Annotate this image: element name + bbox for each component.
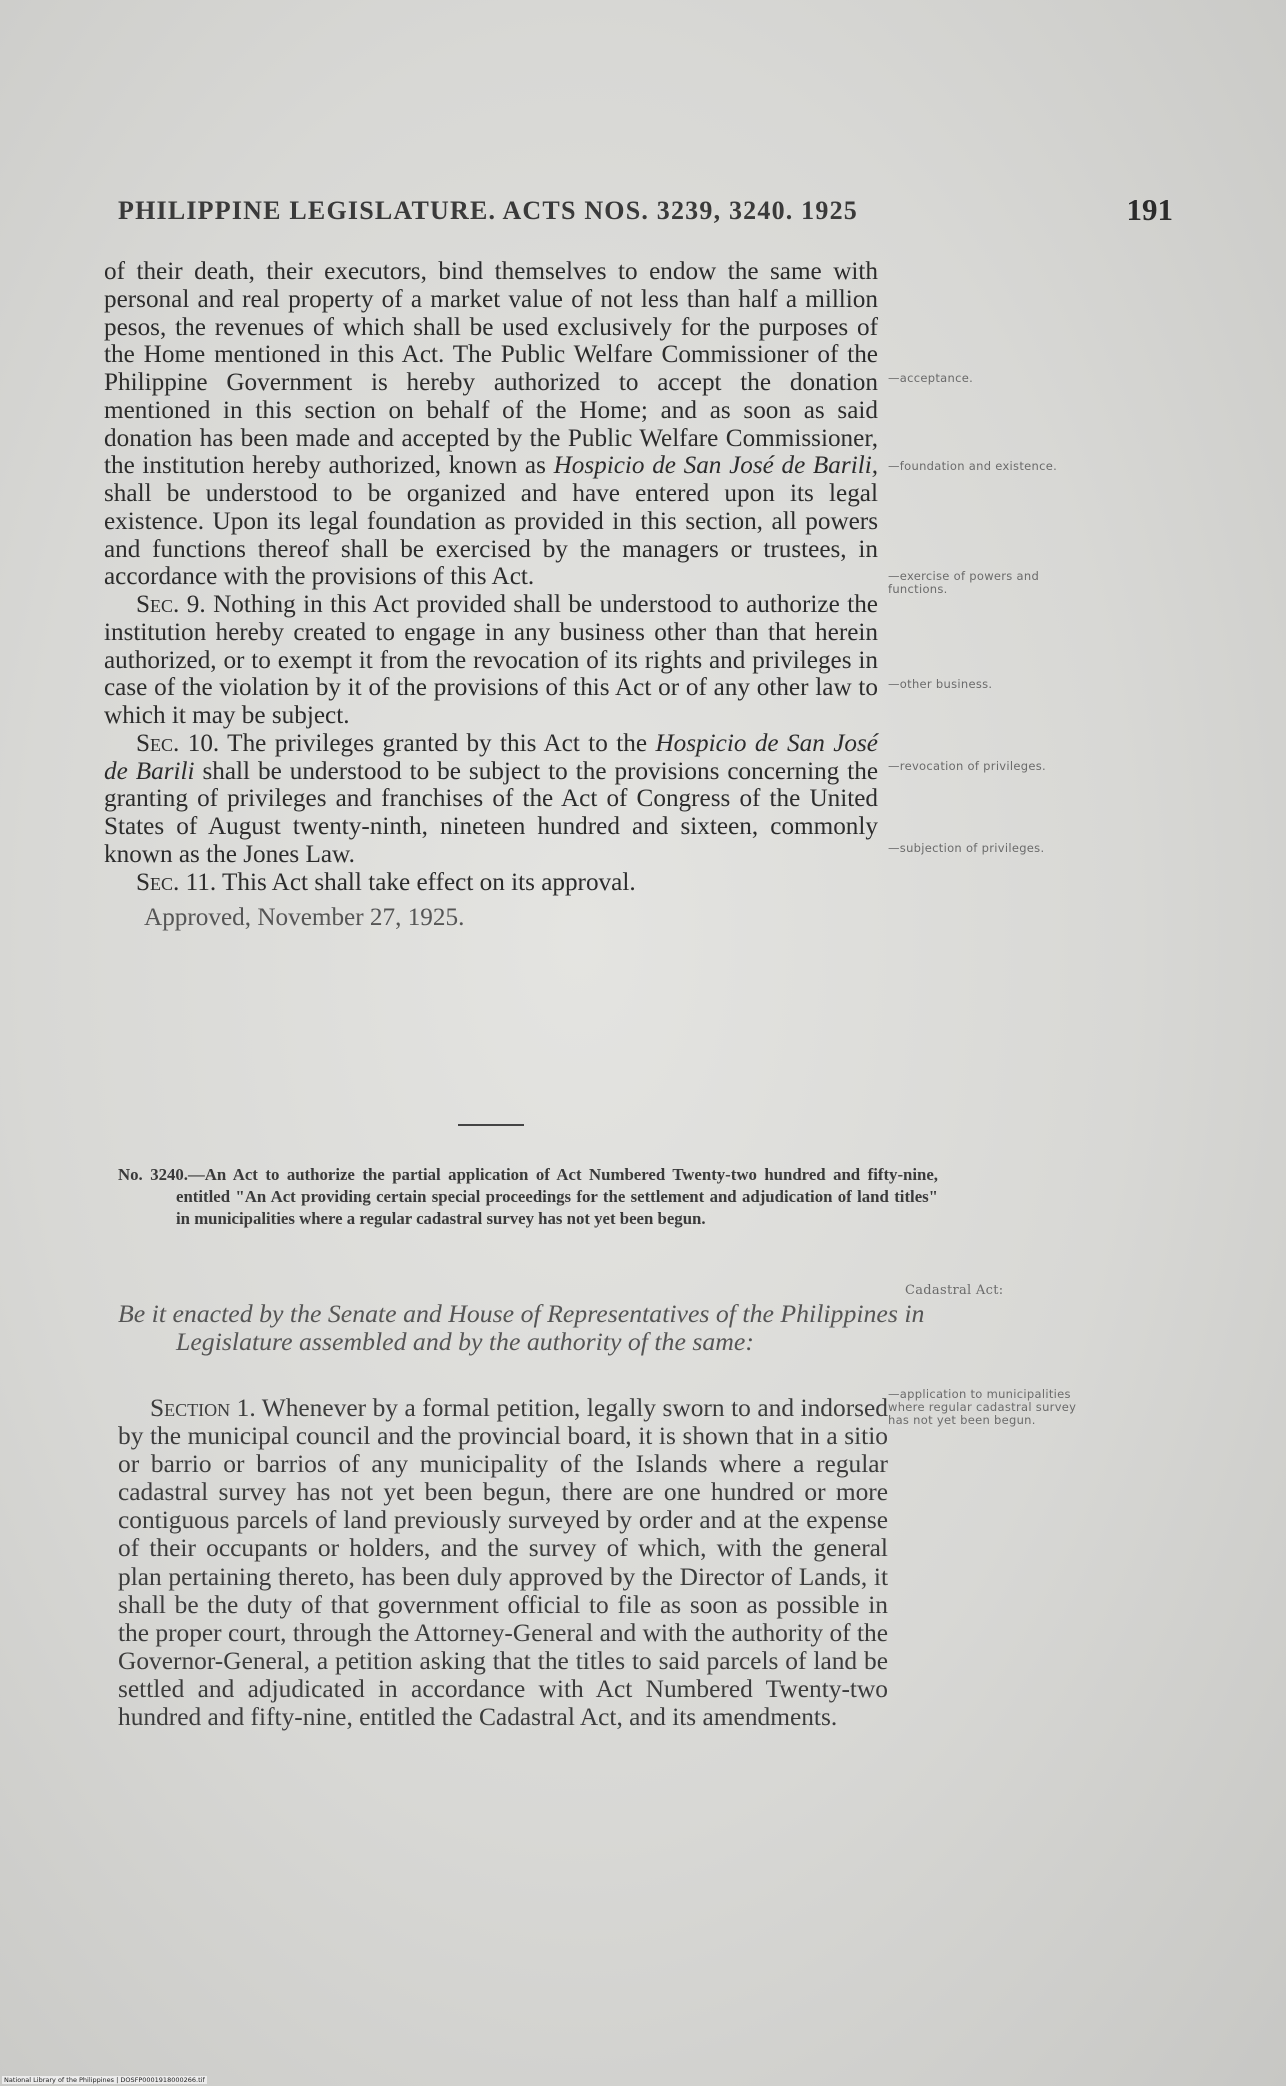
margin-note-foundation: —foundation and existence.: [888, 459, 1058, 473]
margin-note-exercise: —exercise of powers and functions.: [888, 569, 1040, 596]
section-label: Section 1.: [150, 1394, 256, 1422]
margin-note-acceptance: —acceptance.: [888, 371, 974, 385]
margin-note-cadastral-act: Cadastral Act:: [905, 1283, 1004, 1298]
section-10: Sec. 10. The privileges granted by this Act to the Hospicio de San José de Barili shall be understood to be subject to the provisions concerning the granting of privileges and franchises of the Act of Congress of the United States of August twenty-ninth, nineteen hundred and sixteen, commonly known as the Jones Law.: [104, 729, 878, 868]
running-head: PHILIPPINE LEGISLATURE. ACTS NOS. 3239, 3240. 1925: [118, 196, 858, 225]
margin-note-subjection: —subjection of privileges.: [888, 841, 1045, 855]
approval-date: Approved, November 27, 1925.: [144, 904, 465, 932]
act-3239-continuation: [104, 258, 878, 932]
section-11: Sec. 11. This Act shall take effect on its approval.: [136, 868, 636, 896]
margin-note-application: —application to municipalities where regular cadastral survey has not yet been begun.: [888, 1387, 1077, 1427]
enacting-clause: Be it enacted by the Senate and House of Representatives of the Philippines in Legislature assembled and by the authority of the same:: [118, 1299, 925, 1356]
section-label: Sec. 9.: [136, 591, 206, 618]
paragraph-section-8-end: of their death, their executors, bind themselves to endow the same with personal and real property of a market value of not less than half a million pesos, the revenues of which shall be used exclusively for the purposes of the Home mentioned in this Act. The Public Welfare Commissioner of the Philippine Government is hereby authorized to accept the donation mentioned in this section on behalf of the Home; and as soon as said donation has been made and accepted by the Public Welfare Commissioner, the institution hereby authorized, known as Hospicio de San José de Barili, shall be understood to be organized and have entered upon its legal existence. Upon its legal foundation as provided in this section, all powers and functions thereof shall be exercised by the managers or trustees, in accordance with the provisions of this Act.: [104, 258, 878, 591]
section-divider: [458, 1124, 524, 1126]
page-number: 191: [1126, 192, 1173, 227]
section-9: Sec. 9. Nothing in this Act provided shall be understood to authorize the institution hereby created to engage in any business other than that herein authorized, or to exempt it from the revocation of its rights and privileges in case of the violation by it of the provisions of this Act or of any other law to which it may be subject.: [104, 591, 878, 729]
scan-credit: National Library of the Philippines | DOSFP0001918000266.tif: [4, 2076, 205, 2084]
margin-note-revocation: —revocation of privileges.: [888, 759, 1047, 773]
section-label: Sec. 11.: [136, 868, 217, 896]
act-3240-section-1: Section 1. Whenever by a formal petition, legally sworn to and indorsed by the municipal council and the provincial board, it is shown that in a sitio or barrio or barrios of any municipality of the Islands where a regular cadastral survey has not yet been begun, there are one hundred or more contiguous parcels of land previously surveyed by order and at the expense of their occupants or holders, and the survey of which, with the general plan pertaining thereto, has been duly approved by the Director of Lands, it shall be the duty of that government official to file as soon as possible in the proper court, through the Attorney-General and with the authority of the Governor-General, a petition asking that the titles to said parcels of land be settled and adjudicated in accordance with Act Numbered Twenty-two hundred and fifty-nine, entitled the Cadastral Act, and its amendments.: [118, 1394, 888, 1732]
section-label: Sec. 10.: [136, 729, 220, 757]
margin-note-other-business: —other business.: [888, 677, 993, 691]
act-3240-title: No. 3240.—An Act to authorize the partial application of Act Numbered Twenty-two hundred and fifty-nine, entitled "An Act providing certain special proceedings for the settlement and adjudication of land titles" in municipalities where a regular cadastral survey has not yet been begun.: [118, 1165, 938, 1228]
page-header: [118, 192, 1173, 236]
